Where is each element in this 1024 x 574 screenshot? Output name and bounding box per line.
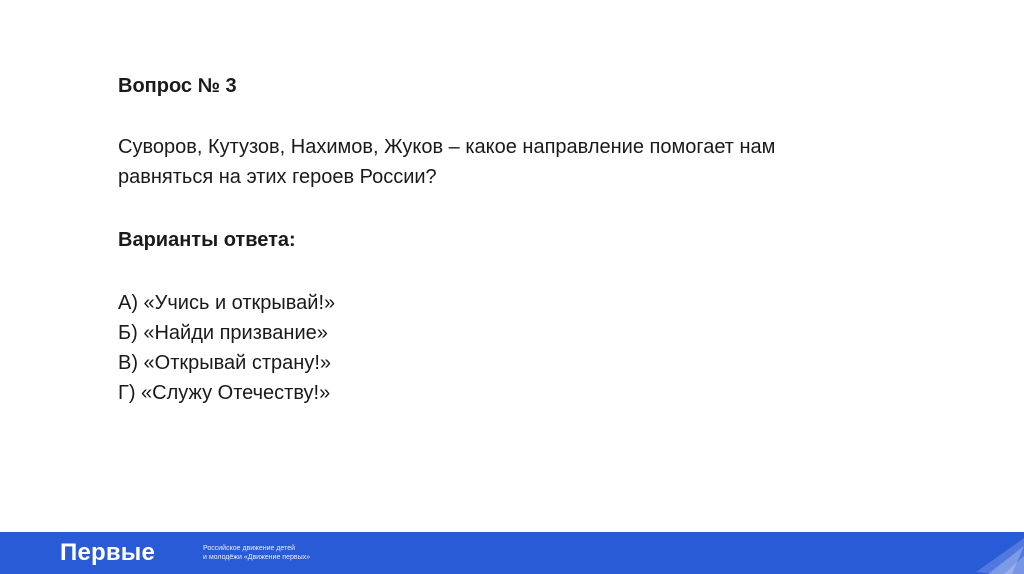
- footer-subtitle-line-1: Российское движение детей: [203, 545, 296, 552]
- question-text: [118, 132, 938, 192]
- slide-content: [118, 72, 938, 408]
- question-line-1: Суворов, Кутузов, Нахимов, Жуков – какое направление помогает нам: [118, 136, 776, 158]
- answer-option-v: В) «Открывай страну!»: [118, 352, 332, 374]
- footer-bar: [0, 532, 1024, 574]
- answer-option-a: А) «Учись и открывай!»: [118, 292, 336, 314]
- footer-logo: Первые: [60, 539, 156, 566]
- answer-option-b: Б) «Найди призвание»: [118, 322, 328, 344]
- answer-option-g: Г) «Служу Отечеству!»: [118, 382, 331, 404]
- answer-options: [118, 288, 938, 408]
- footer-subtitle: [203, 544, 310, 562]
- question-line-2: равняться на этих героев России?: [118, 166, 437, 188]
- footer-subtitle-line-2: и молодёжи «Движение первых»: [203, 554, 310, 561]
- question-title: Вопрос № 3: [118, 75, 237, 97]
- answers-title: Варианты ответа:: [118, 229, 296, 251]
- paper-plane-icon: [954, 532, 1024, 574]
